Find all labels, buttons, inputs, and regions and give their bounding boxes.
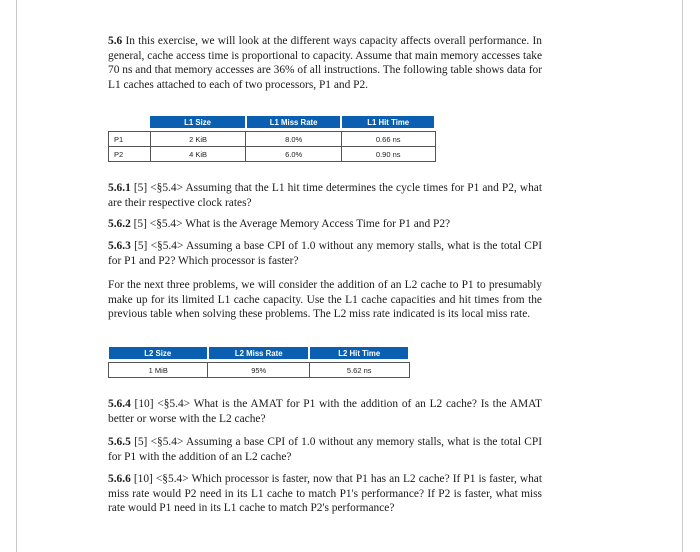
cell-miss-rate: 95%	[208, 363, 309, 378]
question-text: [10] <§5.4> What is the AMAT for P1 with the addition of an L2 cache? Is the AMAT better or worse with the L2 cache?	[108, 398, 542, 425]
question-number: 5.6.4	[108, 398, 131, 410]
cell-hit-time: 0.90 ns	[341, 147, 435, 162]
note-text: For the next three problems, we will consider the addition of an L2 cache to P1 to presumably make up for its limited L1 cache capacity. Use the L1 cache capacities and hit times from the previous table when solving these problems. The L2 miss rate indicated is its local miss rate.	[108, 279, 542, 321]
table-row	[109, 363, 410, 378]
l2-intro-note	[108, 278, 542, 322]
col-header-l1-size: L1 Size	[150, 116, 246, 128]
page-edge-right	[682, 0, 683, 552]
question-text: [5] <§5.4> What is the Average Memory Access Time for P1 and P2?	[133, 218, 451, 230]
question-5-6-1	[108, 181, 542, 210]
table-row	[109, 132, 436, 147]
question-text: [10] <§5.4> Which processor is faster, now that P1 has an L2 cache? If P1 is faster, what miss rate would P2 need in its L1 cache to match P1's performance? If P2 is faster, what miss rate would P1 need in its L1 cache to match P2's performance?	[108, 473, 542, 515]
exercise-number: 5.6	[108, 35, 123, 47]
col-header-l1-miss-rate: L1 Miss Rate	[246, 116, 342, 128]
page-edge-left	[16, 0, 17, 552]
cell-miss-rate: 8.0%	[246, 132, 342, 147]
cell-size: 1 MiB	[109, 363, 208, 378]
question-text: [5] <§5.4> Assuming a base CPI of 1.0 without any memory stalls, what is the total CPI for P1 with the addition of an L2 cache?	[108, 436, 542, 463]
question-text: [5] <§5.4> Assuming that the L1 hit time determines the cycle times for P1 and P2, what are their respective clock rates?	[108, 182, 542, 209]
cell-miss-rate: 6.0%	[246, 147, 342, 162]
col-header-l2-miss-rate: L2 Miss Rate	[208, 347, 309, 359]
question-text: [5] <§5.4> Assuming a base CPI of 1.0 without any memory stalls, what is the total CPI for P1 and P2? Which processor is faster?	[108, 240, 542, 267]
question-5-6-5	[108, 435, 542, 464]
exercise-intro	[108, 34, 542, 92]
question-5-6-2	[108, 217, 542, 232]
question-number: 5.6.1	[108, 182, 131, 194]
row-label: P1	[109, 132, 151, 147]
l2-cache-table	[108, 347, 410, 378]
table-corner	[109, 116, 151, 128]
row-label: P2	[109, 147, 151, 162]
col-header-l2-hit-time: L2 Hit Time	[309, 347, 409, 359]
cell-hit-time: 0.66 ns	[341, 132, 435, 147]
question-number: 5.6.2	[108, 218, 131, 230]
col-header-l2-size: L2 Size	[109, 347, 208, 359]
question-5-6-3	[108, 239, 542, 268]
question-number: 5.6.6	[108, 473, 131, 485]
col-header-l1-hit-time: L1 Hit Time	[341, 116, 435, 128]
l1-cache-table	[108, 116, 436, 162]
cell-size: 2 KiB	[150, 132, 246, 147]
question-5-6-4	[108, 397, 542, 426]
table-row	[109, 147, 436, 162]
question-number: 5.6.3	[108, 240, 131, 252]
cell-hit-time: 5.62 ns	[309, 363, 409, 378]
exercise-intro-text: In this exercise, we will look at the different ways capacity affects overall performance. In general, cache access time is proportional to capacity. Assume that main memory accesses take 70 ns and that memory accesses are 36% of all instructions. The following table shows data for L1 caches attached to each of two processors, P1 and P2.	[108, 35, 542, 91]
question-number: 5.6.5	[108, 436, 131, 448]
cell-size: 4 KiB	[150, 147, 246, 162]
question-5-6-6	[108, 472, 542, 516]
